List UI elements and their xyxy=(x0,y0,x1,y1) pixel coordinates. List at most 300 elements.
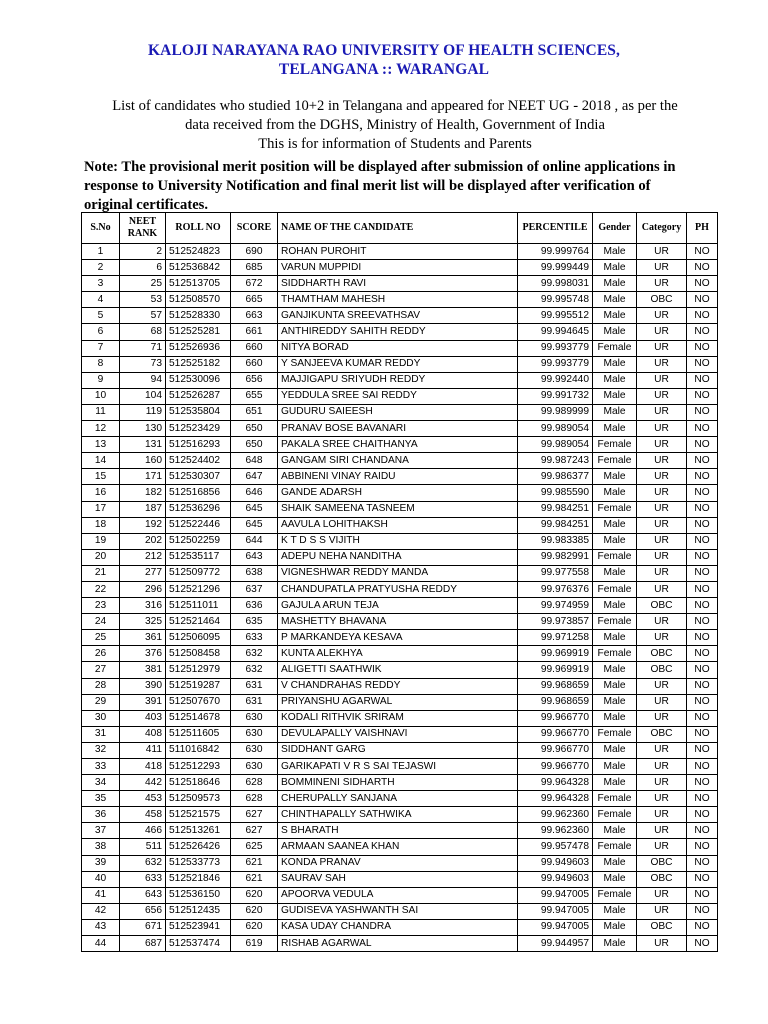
note-line-1: Note: The provisional merit position will be displayed after submission of online applications in xyxy=(84,159,676,175)
cell-category: UR xyxy=(637,437,687,453)
cell-neet-rank: 73 xyxy=(120,356,166,372)
cell-roll-no: 511016842 xyxy=(166,742,231,758)
cell-name: ARMAAN SAANEA KHAN xyxy=(278,839,518,855)
cell-sno: 44 xyxy=(82,936,120,952)
cell-name: CHINTHAPALLY SATHWIKA xyxy=(278,807,518,823)
cell-name: PAKALA SREE CHAITHANYA xyxy=(278,437,518,453)
cell-category: OBC xyxy=(637,646,687,662)
cell-percentile: 99.989054 xyxy=(518,421,593,437)
col-header-sno: S.No xyxy=(82,213,120,244)
cell-gender: Male xyxy=(593,276,637,292)
cell-score: 630 xyxy=(231,759,278,775)
cell-score: 650 xyxy=(231,437,278,453)
cell-category: UR xyxy=(637,404,687,420)
cell-percentile: 99.986377 xyxy=(518,469,593,485)
cell-category: UR xyxy=(637,469,687,485)
cell-sno: 23 xyxy=(82,598,120,614)
cell-category: UR xyxy=(637,340,687,356)
col-header-neet-rank xyxy=(120,213,166,244)
cell-ph: NO xyxy=(687,662,718,678)
cell-roll-no: 512509573 xyxy=(166,791,231,807)
cell-sno: 8 xyxy=(82,356,120,372)
cell-percentile: 99.966770 xyxy=(518,726,593,742)
cell-sno: 9 xyxy=(82,372,120,388)
cell-name: VARUN MUPPIDI xyxy=(278,260,518,276)
cell-roll-no: 512502259 xyxy=(166,533,231,549)
cell-roll-no: 512512979 xyxy=(166,662,231,678)
cell-ph: NO xyxy=(687,372,718,388)
cell-sno: 41 xyxy=(82,887,120,903)
cell-category: OBC xyxy=(637,662,687,678)
table-row xyxy=(82,807,718,823)
cell-sno: 27 xyxy=(82,662,120,678)
cell-neet-rank: 130 xyxy=(120,421,166,437)
cell-sno: 5 xyxy=(82,308,120,324)
cell-ph: NO xyxy=(687,694,718,710)
cell-percentile: 99.969919 xyxy=(518,662,593,678)
table-row xyxy=(82,517,718,533)
cell-roll-no: 512514678 xyxy=(166,710,231,726)
cell-score: 631 xyxy=(231,678,278,694)
cell-neet-rank: 94 xyxy=(120,372,166,388)
cell-neet-rank: 131 xyxy=(120,437,166,453)
cell-name: ALIGETTI SAATHWIK xyxy=(278,662,518,678)
cell-percentile: 99.987243 xyxy=(518,453,593,469)
cell-category: UR xyxy=(637,372,687,388)
cell-roll-no: 512521575 xyxy=(166,807,231,823)
candidate-table xyxy=(81,212,718,952)
cell-roll-no: 512523429 xyxy=(166,421,231,437)
cell-neet-rank: 68 xyxy=(120,324,166,340)
cell-gender: Female xyxy=(593,437,637,453)
cell-gender: Female xyxy=(593,453,637,469)
cell-gender: Male xyxy=(593,356,637,372)
cell-category: UR xyxy=(637,807,687,823)
cell-gender: Male xyxy=(593,421,637,437)
cell-name: P MARKANDEYA KESAVA xyxy=(278,630,518,646)
cell-category: UR xyxy=(637,775,687,791)
cell-gender: Female xyxy=(593,839,637,855)
cell-percentile: 99.989054 xyxy=(518,437,593,453)
cell-roll-no: 512521296 xyxy=(166,581,231,597)
cell-category: OBC xyxy=(637,855,687,871)
cell-neet-rank: 391 xyxy=(120,694,166,710)
table-row xyxy=(82,469,718,485)
cell-score: 637 xyxy=(231,581,278,597)
cell-gender: Female xyxy=(593,549,637,565)
cell-sno: 10 xyxy=(82,388,120,404)
cell-percentile: 99.968659 xyxy=(518,678,593,694)
cell-name: DEVULAPALLY VAISHNAVI xyxy=(278,726,518,742)
cell-gender: Female xyxy=(593,646,637,662)
table-row xyxy=(82,887,718,903)
cell-percentile: 99.983385 xyxy=(518,533,593,549)
cell-category: UR xyxy=(637,517,687,533)
cell-neet-rank: 119 xyxy=(120,404,166,420)
cell-neet-rank: 511 xyxy=(120,839,166,855)
cell-percentile: 99.995512 xyxy=(518,308,593,324)
table-row xyxy=(82,759,718,775)
cell-percentile: 99.968659 xyxy=(518,694,593,710)
cell-name: KODALI RITHVIK SRIRAM xyxy=(278,710,518,726)
cell-sno: 37 xyxy=(82,823,120,839)
cell-roll-no: 512513261 xyxy=(166,823,231,839)
cell-score: 630 xyxy=(231,742,278,758)
cell-ph: NO xyxy=(687,823,718,839)
cell-category: UR xyxy=(637,630,687,646)
table-row xyxy=(82,936,718,952)
cell-name: THAMTHAM MAHESH xyxy=(278,292,518,308)
cell-score: 621 xyxy=(231,855,278,871)
cell-percentile: 99.977558 xyxy=(518,565,593,581)
cell-gender: Female xyxy=(593,791,637,807)
cell-percentile: 99.994645 xyxy=(518,324,593,340)
cell-percentile: 99.966770 xyxy=(518,759,593,775)
cell-percentile: 99.985590 xyxy=(518,485,593,501)
cell-category: OBC xyxy=(637,871,687,887)
cell-ph: NO xyxy=(687,469,718,485)
cell-neet-rank: 202 xyxy=(120,533,166,549)
cell-percentile: 99.962360 xyxy=(518,807,593,823)
cell-ph: NO xyxy=(687,356,718,372)
table-row xyxy=(82,404,718,420)
table-row xyxy=(82,710,718,726)
table-row xyxy=(82,598,718,614)
cell-percentile: 99.974959 xyxy=(518,598,593,614)
cell-name: VIGNESHWAR REDDY MANDA xyxy=(278,565,518,581)
cell-roll-no: 512526287 xyxy=(166,388,231,404)
cell-score: 628 xyxy=(231,775,278,791)
cell-category: OBC xyxy=(637,598,687,614)
cell-percentile: 99.947005 xyxy=(518,887,593,903)
cell-percentile: 99.947005 xyxy=(518,903,593,919)
cell-roll-no: 512506095 xyxy=(166,630,231,646)
cell-score: 627 xyxy=(231,823,278,839)
cell-sno: 42 xyxy=(82,903,120,919)
cell-roll-no: 512525281 xyxy=(166,324,231,340)
table-row xyxy=(82,485,718,501)
cell-percentile: 99.949603 xyxy=(518,855,593,871)
table-row xyxy=(82,726,718,742)
cell-score: 620 xyxy=(231,903,278,919)
cell-category: OBC xyxy=(637,292,687,308)
cell-roll-no: 512525182 xyxy=(166,356,231,372)
col-header-neet-rank-line2: RANK xyxy=(127,228,158,239)
cell-sno: 25 xyxy=(82,630,120,646)
cell-gender: Male xyxy=(593,404,637,420)
cell-gender: Male xyxy=(593,855,637,871)
cell-percentile: 99.973857 xyxy=(518,614,593,630)
cell-roll-no: 512508458 xyxy=(166,646,231,662)
cell-name: ANTHIREDDY SAHITH REDDY xyxy=(278,324,518,340)
cell-gender: Male xyxy=(593,694,637,710)
cell-sno: 32 xyxy=(82,742,120,758)
cell-score: 660 xyxy=(231,356,278,372)
cell-category: UR xyxy=(637,244,687,260)
cell-gender: Female xyxy=(593,501,637,517)
cell-name: S BHARATH xyxy=(278,823,518,839)
cell-neet-rank: 160 xyxy=(120,453,166,469)
cell-ph: NO xyxy=(687,292,718,308)
cell-ph: NO xyxy=(687,598,718,614)
cell-roll-no: 512518646 xyxy=(166,775,231,791)
cell-name: KUNTA ALEKHYA xyxy=(278,646,518,662)
cell-sno: 29 xyxy=(82,694,120,710)
table-row xyxy=(82,324,718,340)
cell-neet-rank: 71 xyxy=(120,340,166,356)
cell-ph: NO xyxy=(687,887,718,903)
cell-ph: NO xyxy=(687,855,718,871)
cell-score: 644 xyxy=(231,533,278,549)
table-row xyxy=(82,839,718,855)
university-title-line1: KALOJI NARAYANA RAO UNIVERSITY OF HEALTH SCIENCES, xyxy=(148,42,620,59)
cell-ph: NO xyxy=(687,533,718,549)
cell-name: YEDDULA SREE SAI REDDY xyxy=(278,388,518,404)
col-header-ph: PH xyxy=(687,213,718,244)
cell-sno: 4 xyxy=(82,292,120,308)
cell-neet-rank: 411 xyxy=(120,742,166,758)
table-row xyxy=(82,581,718,597)
cell-neet-rank: 187 xyxy=(120,501,166,517)
cell-sno: 12 xyxy=(82,421,120,437)
cell-category: UR xyxy=(637,742,687,758)
cell-category: UR xyxy=(637,501,687,517)
col-header-neet-rank-line1: NEET xyxy=(128,216,157,227)
cell-category: UR xyxy=(637,421,687,437)
cell-sno: 34 xyxy=(82,775,120,791)
cell-sno: 39 xyxy=(82,855,120,871)
col-header-gender: Gender xyxy=(593,213,637,244)
cell-neet-rank: 212 xyxy=(120,549,166,565)
cell-ph: NO xyxy=(687,501,718,517)
cell-neet-rank: 381 xyxy=(120,662,166,678)
cell-percentile: 99.993779 xyxy=(518,340,593,356)
cell-name: ABBINENI VINAY RAIDU xyxy=(278,469,518,485)
cell-neet-rank: 316 xyxy=(120,598,166,614)
cell-gender: Male xyxy=(593,759,637,775)
cell-score: 660 xyxy=(231,340,278,356)
cell-ph: NO xyxy=(687,340,718,356)
table-row xyxy=(82,614,718,630)
cell-category: UR xyxy=(637,533,687,549)
cell-score: 656 xyxy=(231,372,278,388)
table-row xyxy=(82,565,718,581)
cell-category: UR xyxy=(637,308,687,324)
cell-name: SIDDHANT GARG xyxy=(278,742,518,758)
table-row xyxy=(82,372,718,388)
cell-ph: NO xyxy=(687,276,718,292)
cell-roll-no: 512536296 xyxy=(166,501,231,517)
table-row xyxy=(82,823,718,839)
cell-percentile: 99.969919 xyxy=(518,646,593,662)
cell-name: CHANDUPATLA PRATYUSHA REDDY xyxy=(278,581,518,597)
cell-ph: NO xyxy=(687,565,718,581)
intro-line-2: data received from the DGHS, Ministry of Health, Government of India xyxy=(185,117,605,133)
cell-roll-no: 512509772 xyxy=(166,565,231,581)
cell-gender: Male xyxy=(593,324,637,340)
cell-category: UR xyxy=(637,565,687,581)
cell-neet-rank: 633 xyxy=(120,871,166,887)
cell-neet-rank: 643 xyxy=(120,887,166,903)
cell-neet-rank: 656 xyxy=(120,903,166,919)
cell-sno: 21 xyxy=(82,565,120,581)
cell-gender: Male xyxy=(593,662,637,678)
cell-sno: 13 xyxy=(82,437,120,453)
cell-roll-no: 512522446 xyxy=(166,517,231,533)
cell-name: SHAIK SAMEENA TASNEEM xyxy=(278,501,518,517)
cell-gender: Male xyxy=(593,372,637,388)
table-row xyxy=(82,308,718,324)
cell-ph: NO xyxy=(687,726,718,742)
cell-percentile: 99.989999 xyxy=(518,404,593,420)
cell-score: 621 xyxy=(231,871,278,887)
cell-ph: NO xyxy=(687,308,718,324)
cell-ph: NO xyxy=(687,324,718,340)
cell-score: 690 xyxy=(231,244,278,260)
cell-neet-rank: 6 xyxy=(120,260,166,276)
cell-name: GANGAM SIRI CHANDANA xyxy=(278,453,518,469)
cell-category: UR xyxy=(637,839,687,855)
cell-category: UR xyxy=(637,759,687,775)
cell-percentile: 99.962360 xyxy=(518,823,593,839)
cell-name: ROHAN PUROHIT xyxy=(278,244,518,260)
cell-neet-rank: 453 xyxy=(120,791,166,807)
cell-sno: 40 xyxy=(82,871,120,887)
table-row xyxy=(82,292,718,308)
cell-sno: 38 xyxy=(82,839,120,855)
cell-percentile: 99.984251 xyxy=(518,517,593,533)
cell-neet-rank: 182 xyxy=(120,485,166,501)
cell-neet-rank: 671 xyxy=(120,919,166,935)
table-row xyxy=(82,421,718,437)
cell-ph: NO xyxy=(687,388,718,404)
cell-name: PRIYANSHU AGARWAL xyxy=(278,694,518,710)
cell-roll-no: 512523941 xyxy=(166,919,231,935)
cell-sno: 14 xyxy=(82,453,120,469)
cell-percentile: 99.992440 xyxy=(518,372,593,388)
table-row xyxy=(82,678,718,694)
table-row xyxy=(82,244,718,260)
cell-name: KASA UDAY CHANDRA xyxy=(278,919,518,935)
cell-ph: NO xyxy=(687,404,718,420)
cell-score: 627 xyxy=(231,807,278,823)
cell-percentile: 99.947005 xyxy=(518,919,593,935)
cell-ph: NO xyxy=(687,759,718,775)
cell-ph: NO xyxy=(687,453,718,469)
cell-sno: 3 xyxy=(82,276,120,292)
table-row xyxy=(82,903,718,919)
cell-roll-no: 512530307 xyxy=(166,469,231,485)
cell-ph: NO xyxy=(687,710,718,726)
cell-category: UR xyxy=(637,710,687,726)
cell-percentile: 99.998031 xyxy=(518,276,593,292)
table-row xyxy=(82,630,718,646)
cell-roll-no: 512524823 xyxy=(166,244,231,260)
cell-gender: Female xyxy=(593,614,637,630)
cell-score: 645 xyxy=(231,517,278,533)
cell-gender: Male xyxy=(593,630,637,646)
cell-ph: NO xyxy=(687,614,718,630)
cell-ph: NO xyxy=(687,549,718,565)
cell-name: SAURAV SAH xyxy=(278,871,518,887)
cell-percentile: 99.991732 xyxy=(518,388,593,404)
table-row xyxy=(82,260,718,276)
cell-score: 643 xyxy=(231,549,278,565)
cell-sno: 19 xyxy=(82,533,120,549)
cell-percentile: 99.944957 xyxy=(518,936,593,952)
cell-category: UR xyxy=(637,324,687,340)
cell-name: APOORVA VEDULA xyxy=(278,887,518,903)
cell-ph: NO xyxy=(687,807,718,823)
cell-roll-no: 512537474 xyxy=(166,936,231,952)
cell-roll-no: 512536842 xyxy=(166,260,231,276)
cell-gender: Male xyxy=(593,871,637,887)
cell-neet-rank: 632 xyxy=(120,855,166,871)
university-title-line2: TELANGANA :: WARANGAL xyxy=(278,61,490,78)
cell-ph: NO xyxy=(687,791,718,807)
cell-sno: 6 xyxy=(82,324,120,340)
col-header-category: Category xyxy=(637,213,687,244)
cell-gender: Male xyxy=(593,710,637,726)
table-row xyxy=(82,276,718,292)
cell-score: 630 xyxy=(231,726,278,742)
cell-roll-no: 512535804 xyxy=(166,404,231,420)
cell-sno: 18 xyxy=(82,517,120,533)
table-header-row xyxy=(82,213,718,244)
cell-roll-no: 512524402 xyxy=(166,453,231,469)
table-row xyxy=(82,388,718,404)
table-row xyxy=(82,356,718,372)
cell-score: 655 xyxy=(231,388,278,404)
table-row xyxy=(82,855,718,871)
cell-neet-rank: 418 xyxy=(120,759,166,775)
cell-gender: Male xyxy=(593,292,637,308)
cell-roll-no: 512508570 xyxy=(166,292,231,308)
cell-roll-no: 512528330 xyxy=(166,308,231,324)
cell-ph: NO xyxy=(687,260,718,276)
cell-roll-no: 512526936 xyxy=(166,340,231,356)
cell-sno: 1 xyxy=(82,244,120,260)
cell-gender: Female xyxy=(593,581,637,597)
table-row xyxy=(82,340,718,356)
cell-ph: NO xyxy=(687,630,718,646)
cell-name: KONDA PRANAV xyxy=(278,855,518,871)
cell-name: MASHETTY BHAVANA xyxy=(278,614,518,630)
cell-neet-rank: 403 xyxy=(120,710,166,726)
cell-neet-rank: 390 xyxy=(120,678,166,694)
cell-score: 633 xyxy=(231,630,278,646)
cell-category: UR xyxy=(637,887,687,903)
cell-percentile: 99.966770 xyxy=(518,742,593,758)
cell-name: K T D S S VIJITH xyxy=(278,533,518,549)
cell-ph: NO xyxy=(687,919,718,935)
cell-score: 665 xyxy=(231,292,278,308)
col-header-score: SCORE xyxy=(231,213,278,244)
cell-gender: Female xyxy=(593,887,637,903)
cell-gender: Male xyxy=(593,742,637,758)
cell-score: 632 xyxy=(231,646,278,662)
cell-roll-no: 512521464 xyxy=(166,614,231,630)
cell-neet-rank: 296 xyxy=(120,581,166,597)
cell-percentile: 99.964328 xyxy=(518,775,593,791)
cell-gender: Female xyxy=(593,726,637,742)
cell-neet-rank: 2 xyxy=(120,244,166,260)
cell-roll-no: 512535117 xyxy=(166,549,231,565)
cell-roll-no: 512511605 xyxy=(166,726,231,742)
cell-neet-rank: 104 xyxy=(120,388,166,404)
cell-sno: 43 xyxy=(82,919,120,935)
cell-ph: NO xyxy=(687,244,718,260)
